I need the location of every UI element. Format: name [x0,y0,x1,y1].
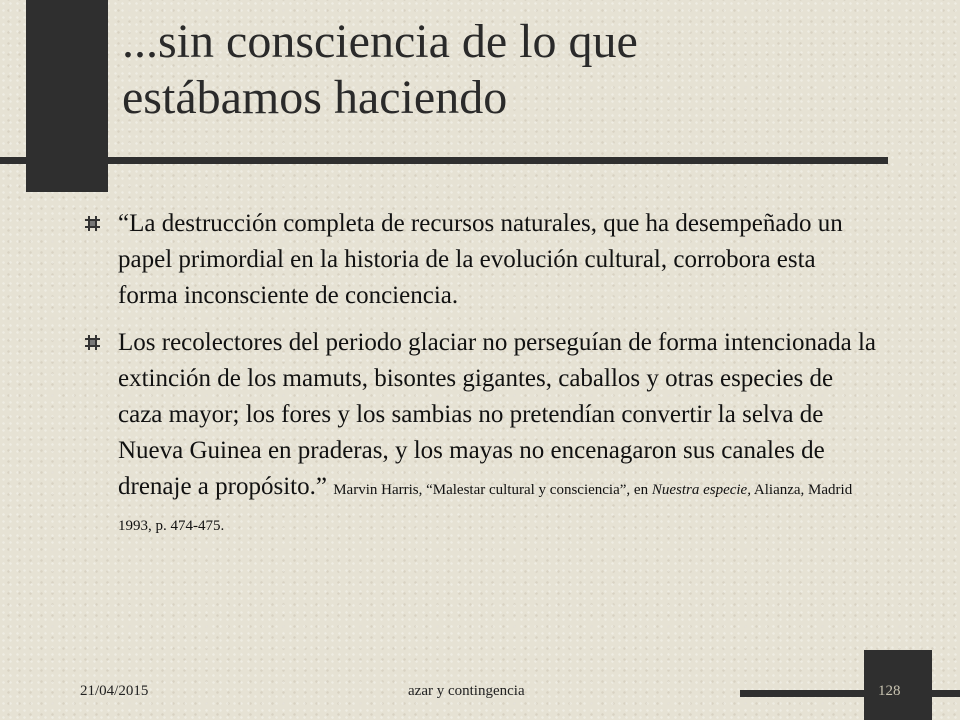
slide-title [122,14,922,126]
footer-date: 21/04/2015 [80,683,149,699]
hash-bullet-icon [85,335,100,350]
bullet-text-1: “La destrucción completa de recursos naturales, que ha desempeñado un papel primordial en la historia de la evolución cultural, corrobora esta forma inconsciente de conciencia. [118,210,843,309]
page-number: 128 [878,683,901,699]
footer-caption: azar y contingencia [408,683,525,699]
hash-bullet-icon [85,216,100,231]
citation-publisher: Alianza, Madrid 1993, p. 474-475. [118,482,853,534]
bullet-item-2 [80,325,880,541]
slide-body [80,206,880,552]
citation-author: Marvin Harris, “Malestar cultural y consciencia”, en [333,482,649,498]
bullet-item-1 [80,206,880,314]
citation-book-title: Nuestra especie, [651,482,751,498]
slide-title-line-1: ...sin consciencia de lo que [122,15,638,68]
title-underline-rule [0,157,888,164]
bullet-text-2: Los recolectores del periodo glaciar no perseguían de forma intencionada la extinción de los mamuts, bisontes gigantes, caballos y otras especies de caza mayor; los fores y los sambias no pretendían convertir la selva de Nueva Guinea en praderas, y los mayas no encenagaron sus canales de drenaje a propósito.” [118,329,877,500]
slide-title-line-2: estábamos haciendo [122,71,508,124]
